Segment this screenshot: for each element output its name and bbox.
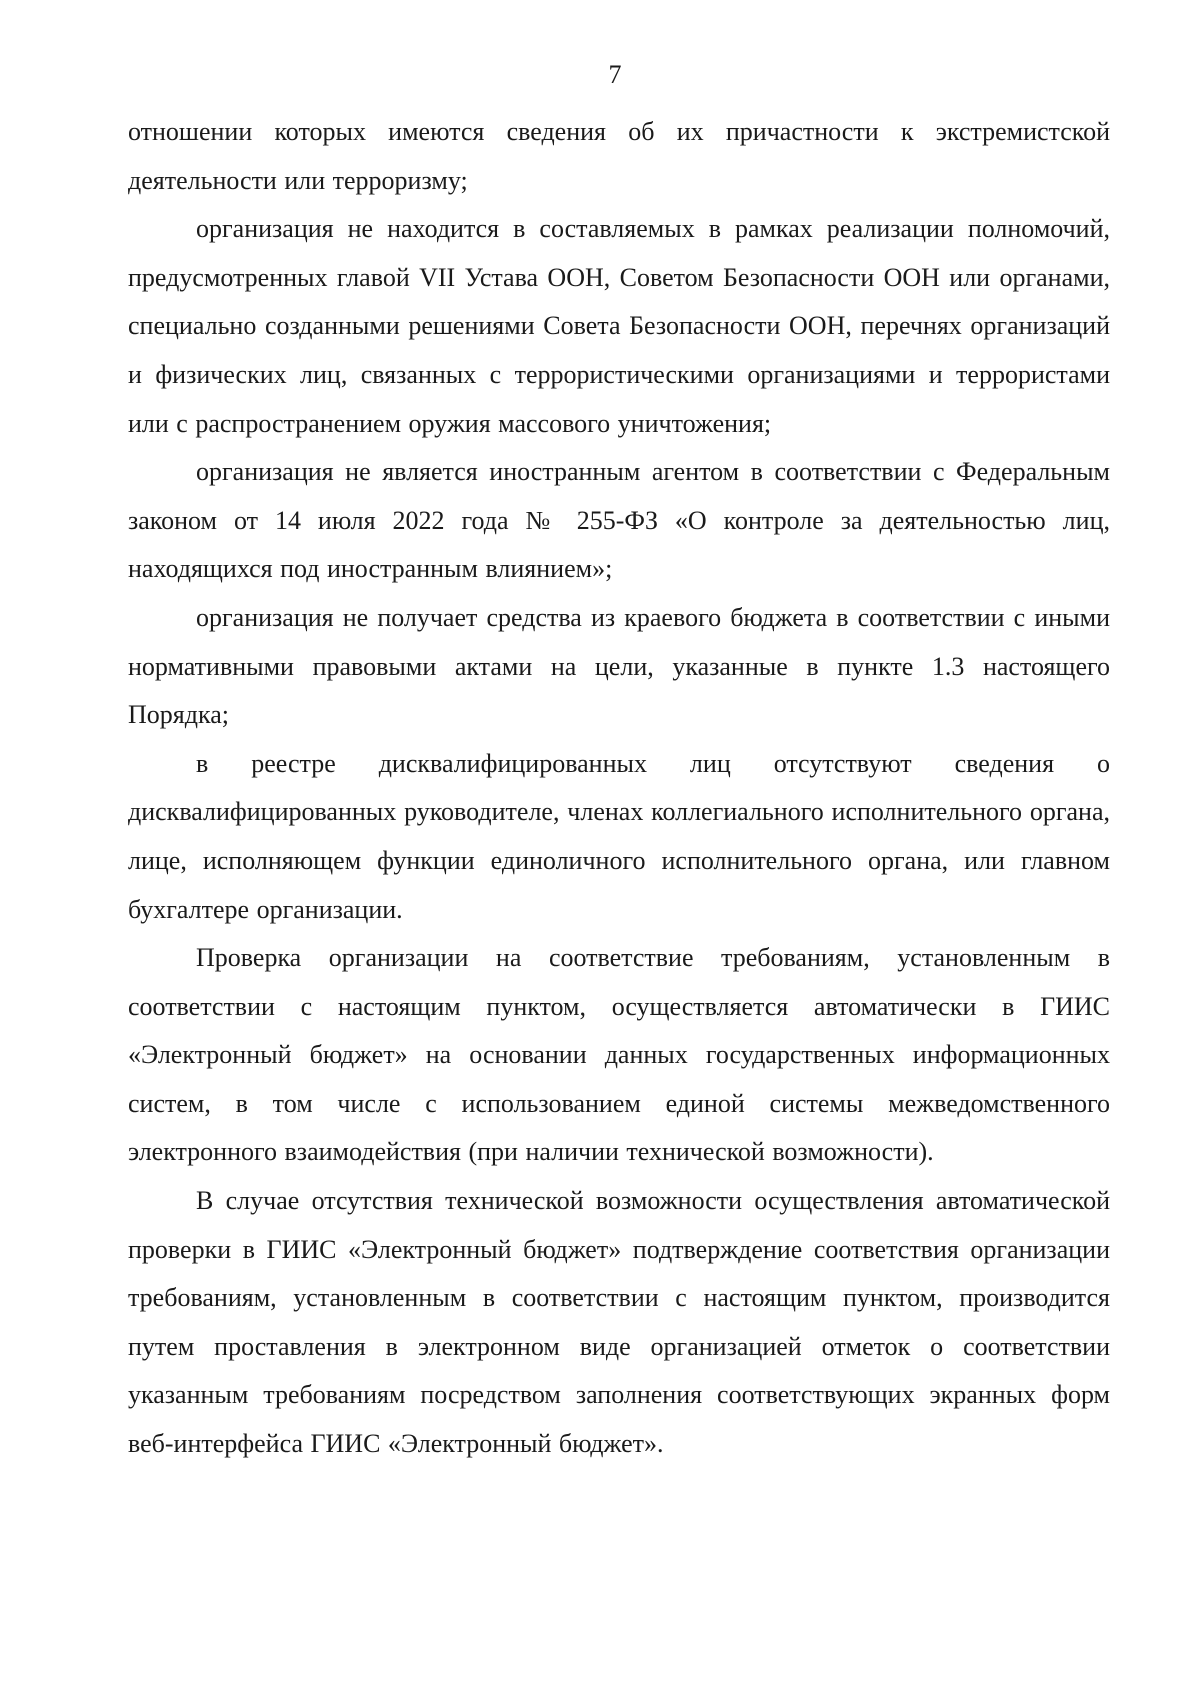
paragraph-manual-confirmation: В случае отсутствия технической возможности осуществления автоматической проверки в ГИИС «Электронный бюджет» подтверждение соответствия организации требованиям, установленным в соответствии с настоящим пунктом, производится путем проставления в электронном виде организацией отметок о соответствии указанным требованиям посредством заполнения соответствующих экранных форм веб-интерфейса ГИИС «Электронный бюджет». bbox=[128, 1186, 1110, 1459]
paragraph-un-sanctions-list: организация не находится в составляемых в рамках реализации полномочий, предусмотренных главой VII Устава ООН, Советом Безопасности ООН или органами, специально созданными решениями Совета Безопасности ООН, перечнях организаций и физических лиц, связанных с террористическими организациями и террористами или с распространением оружия массового уничтожения; bbox=[128, 214, 1110, 438]
page-number: 7 bbox=[608, 60, 622, 89]
paragraph-continuation: отношении которых имеются сведения об их причастности к экстремистской деятельности или терроризму; bbox=[128, 117, 1110, 195]
paragraph-regional-budget: организация не получает средства из краевого бюджета в соответствии с иными нормативными правовыми актами на цели, указанные в пункте 1.3 настоящего Порядка; bbox=[128, 602, 1110, 730]
paragraph-disqualified-persons: в реестре дисквалифицированных лиц отсутствуют сведения о дисквалифицированных руководителе, членах коллегиального исполнительного органа, лице, исполняющем функции единоличного исполнительного органа, или главном бухгалтере организации. bbox=[128, 748, 1110, 924]
paragraph-automatic-check: Проверка организации на соответствие требованиям, установленным в соответствии с настоящим пунктом, осуществляется автоматически в ГИИС «Электронный бюджет» на основании данных государственных информационных систем, в том числе с использованием единой системы межведомственного электронного взаимодействия (при наличии технической возможности). bbox=[128, 943, 1110, 1167]
paragraph-foreign-agent: организация не является иностранным агентом в соответствии с Федеральным законом от 14 июля 2022 года № 255-ФЗ «О контроле за деятельностью лиц, находящихся под иностранным влиянием»; bbox=[128, 457, 1110, 584]
document-body bbox=[128, 108, 1110, 1469]
